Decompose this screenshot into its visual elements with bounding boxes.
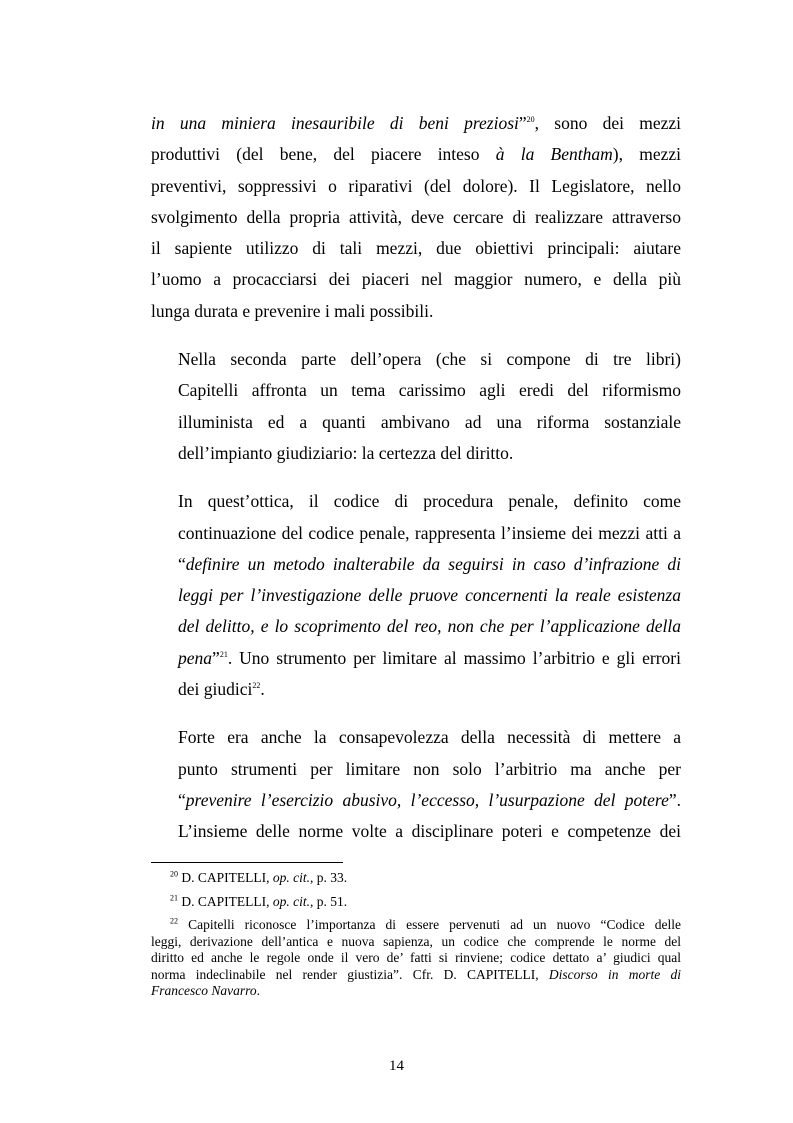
line: Capitelli affronta un tema carissimo agli eredi del riformismo bbox=[178, 380, 681, 401]
line: svolgimento della propria attività, deve cercare di realizzare attraverso bbox=[151, 206, 681, 227]
line: in una miniera inesauribile di beni preziosi”$^{20}$, sono dei mezzi bbox=[151, 113, 681, 133]
footnote-20: $^{20}$ D. CAPITELLI, op. cit., p. 33. bbox=[170, 869, 348, 885]
line: lunga durata e prevenire i mali possibili. bbox=[151, 300, 434, 321]
footnote-22: $^{22}$ Capitelli riconosce l’importanza di essere pervenuti ad un nuovo “Codice delle leggi, derivazione dell’antica e nuova sapienza, un codice che comprende le norme del diritto ed anche le regole onde il vero de’ fatti si rinviene; codice dettato a’ giudici qual norma indeclinabile nel render giustizia”. Cfr. D. CAPITELLI, Discorso in morte di Francesco Navarro. bbox=[151, 916, 682, 998]
line: Forte era anche la consapevolezza della necessità di mettere a bbox=[178, 727, 681, 748]
line: “prevenire l’esercizio abusivo, l’eccesso, l’usurpazione del potere”. bbox=[178, 789, 681, 810]
page-number: 14 bbox=[389, 1058, 404, 1074]
line: il sapiente utilizzo di tali mezzi, due obiettivi principali: aiutare bbox=[151, 238, 681, 259]
line: “definire un metodo inalterabile da seguirsi in caso d’infrazione di bbox=[178, 553, 681, 574]
line: dei giudici$^{22}$. bbox=[178, 679, 265, 700]
paragraph-4 bbox=[151, 722, 681, 847]
line: punto strumenti per limitare non solo l’arbitrio ma anche per bbox=[178, 758, 681, 779]
footnote-21: $^{21}$ D. CAPITELLI, op. cit., p. 51. bbox=[170, 893, 348, 909]
line: dell’impianto giudiziario: la certezza del diritto. bbox=[178, 442, 514, 463]
line: In quest’ottica, il codice di procedura penale, definito come bbox=[178, 491, 681, 512]
line: pena”$^{21}$. Uno strumento per limitare al massimo l’arbitrio e gli errori bbox=[178, 647, 681, 668]
line: L’insieme delle norme volte a disciplinare poteri e competenze dei bbox=[178, 821, 681, 842]
footnote-separator bbox=[151, 862, 343, 863]
line: illuminista ed a quanti ambivano ad una riforma sostanziale bbox=[178, 411, 681, 432]
paragraph-1 bbox=[151, 108, 681, 327]
line: produttivi (del bene, del piacere inteso à la Bentham), mezzi bbox=[151, 144, 681, 165]
line: l’uomo a procacciarsi dei piaceri nel maggior numero, e della più bbox=[151, 269, 681, 290]
line: del delitto, e lo scoprimento del reo, non che per l’applicazione della bbox=[178, 616, 681, 637]
paragraph-2 bbox=[151, 344, 681, 469]
line: Nella seconda parte dell’opera (che si compone di tre libri) bbox=[178, 349, 681, 370]
line: preventivi, soppressivi o riparativi (del dolore). Il Legislatore, nello bbox=[151, 175, 681, 196]
footnote-ref-20[interactable]: 20 bbox=[526, 115, 535, 125]
footnotes bbox=[151, 870, 681, 1007]
footnote-ref-21[interactable]: 21 bbox=[219, 649, 228, 659]
paragraph-3 bbox=[151, 486, 681, 705]
line: leggi per l’investigazione delle pruove concernenti la reale esistenza bbox=[178, 585, 681, 606]
line: continuazione del codice penale, rappresenta l’insieme dei mezzi atti a bbox=[178, 522, 681, 543]
body-text bbox=[151, 108, 681, 848]
footnote-ref-22[interactable]: 22 bbox=[252, 681, 261, 691]
